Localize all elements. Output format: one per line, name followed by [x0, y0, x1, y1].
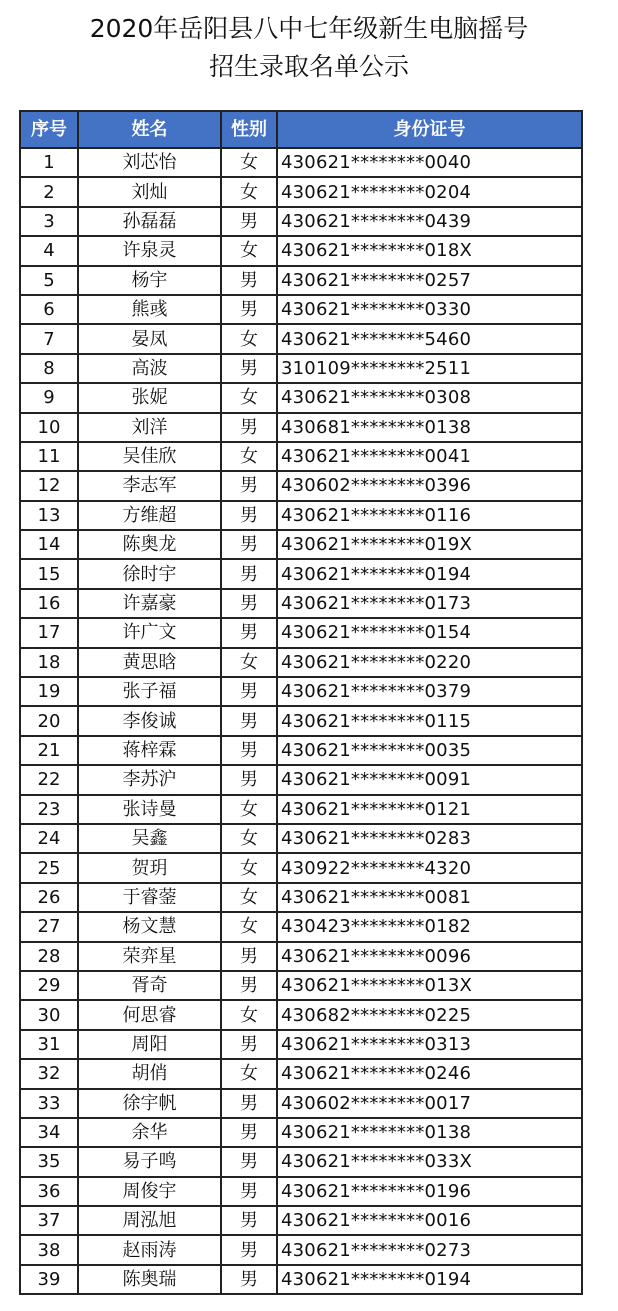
cell-name: 黄思晗 [78, 648, 221, 677]
cell-name: 张妮 [78, 383, 221, 412]
cell-name: 李俊诚 [78, 706, 221, 735]
cell-id-number: 310109********2511 [277, 354, 582, 383]
table-row [20, 589, 582, 618]
cell-gender: 男 [221, 736, 277, 765]
cell-name: 张子福 [78, 677, 221, 706]
cell-index: 14 [20, 530, 78, 559]
cell-id-number: 430621********0246 [277, 1059, 582, 1088]
cell-gender: 男 [221, 266, 277, 295]
cell-name: 周泓旭 [78, 1206, 221, 1235]
cell-name: 李志军 [78, 471, 221, 500]
cell-gender: 男 [221, 942, 277, 971]
cell-name: 刘芯怡 [78, 148, 221, 177]
cell-gender: 男 [221, 207, 277, 236]
table-row [20, 148, 582, 177]
cell-id-number: 430621********019X [277, 530, 582, 559]
cell-name: 蒋梓霖 [78, 736, 221, 765]
cell-gender: 女 [221, 1059, 277, 1088]
table-row [20, 236, 582, 265]
cell-gender: 男 [221, 559, 277, 588]
cell-id-number: 430621********0040 [277, 148, 582, 177]
cell-index: 11 [20, 442, 78, 471]
table-row [20, 413, 582, 442]
cell-index: 34 [20, 1118, 78, 1147]
cell-gender: 男 [221, 971, 277, 1000]
cell-gender: 女 [221, 912, 277, 941]
cell-name: 陈奥龙 [78, 530, 221, 559]
cell-name: 杨文慧 [78, 912, 221, 941]
table-row [20, 1118, 582, 1147]
table-row [20, 736, 582, 765]
cell-name: 杨宇 [78, 266, 221, 295]
cell-index: 22 [20, 765, 78, 794]
cell-index: 7 [20, 324, 78, 353]
cell-id-number: 430621********018X [277, 236, 582, 265]
cell-name: 熊彧 [78, 295, 221, 324]
cell-id-number: 430621********0121 [277, 795, 582, 824]
cell-name: 刘灿 [78, 177, 221, 206]
cell-index: 21 [20, 736, 78, 765]
table-row [20, 324, 582, 353]
cell-name: 方维超 [78, 501, 221, 530]
cell-index: 16 [20, 589, 78, 618]
cell-gender: 男 [221, 677, 277, 706]
admission-list-table [19, 110, 583, 1295]
cell-gender: 女 [221, 824, 277, 853]
cell-id-number: 430621********0041 [277, 442, 582, 471]
cell-id-number: 430621********0016 [277, 1206, 582, 1235]
table-row [20, 177, 582, 206]
cell-index: 37 [20, 1206, 78, 1235]
cell-name: 何思睿 [78, 1000, 221, 1029]
table-row [20, 883, 582, 912]
cell-gender: 男 [221, 1235, 277, 1264]
table-row [20, 383, 582, 412]
cell-index: 23 [20, 795, 78, 824]
cell-gender: 女 [221, 1000, 277, 1029]
cell-gender: 男 [221, 1089, 277, 1118]
table-row [20, 471, 582, 500]
cell-id-number: 430621********0194 [277, 559, 582, 588]
cell-gender: 女 [221, 177, 277, 206]
header-gender: 性别 [221, 111, 277, 148]
cell-name: 徐宇帆 [78, 1089, 221, 1118]
cell-id-number: 430621********0313 [277, 1030, 582, 1059]
cell-index: 8 [20, 354, 78, 383]
table-row [20, 1235, 582, 1264]
cell-index: 38 [20, 1235, 78, 1264]
cell-gender: 女 [221, 883, 277, 912]
cell-gender: 男 [221, 706, 277, 735]
cell-name: 李苏沪 [78, 765, 221, 794]
cell-name: 余华 [78, 1118, 221, 1147]
cell-gender: 女 [221, 795, 277, 824]
cell-id-number: 430621********0273 [277, 1235, 582, 1264]
table-row [20, 295, 582, 324]
cell-index: 10 [20, 413, 78, 442]
cell-gender: 男 [221, 1147, 277, 1176]
cell-index: 6 [20, 295, 78, 324]
table-row [20, 559, 582, 588]
cell-index: 26 [20, 883, 78, 912]
table-row [20, 1265, 582, 1294]
cell-index: 27 [20, 912, 78, 941]
cell-id-number: 430621********033X [277, 1147, 582, 1176]
table-row [20, 501, 582, 530]
cell-gender: 男 [221, 765, 277, 794]
table-row [20, 912, 582, 941]
cell-id-number: 430621********5460 [277, 324, 582, 353]
cell-id-number: 430621********0096 [277, 942, 582, 971]
cell-index: 32 [20, 1059, 78, 1088]
cell-index: 39 [20, 1265, 78, 1294]
cell-gender: 男 [221, 1206, 277, 1235]
cell-index: 36 [20, 1177, 78, 1206]
cell-gender: 男 [221, 530, 277, 559]
cell-index: 2 [20, 177, 78, 206]
table-row [20, 706, 582, 735]
cell-name: 徐时宇 [78, 559, 221, 588]
cell-gender: 男 [221, 618, 277, 647]
cell-index: 15 [20, 559, 78, 588]
cell-id-number: 430621********0308 [277, 383, 582, 412]
table-row [20, 1000, 582, 1029]
table-row [20, 207, 582, 236]
cell-index: 35 [20, 1147, 78, 1176]
cell-id-number: 430621********0220 [277, 648, 582, 677]
cell-index: 5 [20, 266, 78, 295]
table-row [20, 971, 582, 1000]
cell-id-number: 430621********0116 [277, 501, 582, 530]
table-row [20, 648, 582, 677]
cell-id-number: 430602********0396 [277, 471, 582, 500]
cell-gender: 女 [221, 148, 277, 177]
cell-index: 31 [20, 1030, 78, 1059]
cell-name: 周俊宇 [78, 1177, 221, 1206]
table-row [20, 1147, 582, 1176]
cell-id-number: 430621********0194 [277, 1265, 582, 1294]
cell-name: 孙磊磊 [78, 207, 221, 236]
table-row [20, 442, 582, 471]
cell-index: 17 [20, 618, 78, 647]
cell-id-number: 430621********0081 [277, 883, 582, 912]
table-body [20, 148, 582, 1294]
cell-gender: 女 [221, 324, 277, 353]
cell-index: 20 [20, 706, 78, 735]
cell-id-number: 430621********0091 [277, 765, 582, 794]
cell-name: 许广文 [78, 618, 221, 647]
cell-name: 易子鸣 [78, 1147, 221, 1176]
cell-gender: 男 [221, 589, 277, 618]
cell-id-number: 430423********0182 [277, 912, 582, 941]
cell-index: 28 [20, 942, 78, 971]
header-name: 姓名 [78, 111, 221, 148]
cell-gender: 女 [221, 648, 277, 677]
cell-gender: 女 [221, 442, 277, 471]
cell-id-number: 430621********0204 [277, 177, 582, 206]
cell-id-number: 430621********0138 [277, 1118, 582, 1147]
table-row [20, 266, 582, 295]
cell-id-number: 430621********0257 [277, 266, 582, 295]
cell-gender: 男 [221, 1177, 277, 1206]
cell-gender: 女 [221, 383, 277, 412]
cell-name: 周阳 [78, 1030, 221, 1059]
header-index: 序号 [20, 111, 78, 148]
table-row [20, 795, 582, 824]
cell-gender: 男 [221, 1265, 277, 1294]
cell-gender: 女 [221, 236, 277, 265]
cell-id-number: 430682********0225 [277, 1000, 582, 1029]
cell-name: 于睿蓥 [78, 883, 221, 912]
cell-gender: 男 [221, 354, 277, 383]
cell-id-number: 430621********0196 [277, 1177, 582, 1206]
cell-index: 4 [20, 236, 78, 265]
cell-gender: 男 [221, 1030, 277, 1059]
table-row [20, 618, 582, 647]
cell-name: 许嘉豪 [78, 589, 221, 618]
table-row [20, 1030, 582, 1059]
header-id-number: 身份证号 [277, 111, 582, 148]
cell-id-number: 430602********0017 [277, 1089, 582, 1118]
table-header-row [20, 111, 582, 148]
cell-gender: 男 [221, 1118, 277, 1147]
cell-gender: 男 [221, 413, 277, 442]
cell-name: 赵雨涛 [78, 1235, 221, 1264]
cell-index: 19 [20, 677, 78, 706]
cell-gender: 男 [221, 501, 277, 530]
cell-id-number: 430621********013X [277, 971, 582, 1000]
cell-gender: 男 [221, 295, 277, 324]
cell-id-number: 430621********0283 [277, 824, 582, 853]
table-row [20, 677, 582, 706]
cell-index: 30 [20, 1000, 78, 1029]
cell-id-number: 430621********0115 [277, 706, 582, 735]
cell-name: 张诗曼 [78, 795, 221, 824]
cell-index: 12 [20, 471, 78, 500]
cell-name: 吴佳欣 [78, 442, 221, 471]
cell-id-number: 430621********0035 [277, 736, 582, 765]
cell-index: 29 [20, 971, 78, 1000]
cell-id-number: 430681********0138 [277, 413, 582, 442]
cell-index: 9 [20, 383, 78, 412]
table-row [20, 354, 582, 383]
cell-index: 1 [20, 148, 78, 177]
cell-index: 25 [20, 853, 78, 882]
cell-name: 许泉灵 [78, 236, 221, 265]
table-row [20, 1089, 582, 1118]
cell-gender: 女 [221, 853, 277, 882]
cell-id-number: 430922********4320 [277, 853, 582, 882]
cell-index: 13 [20, 501, 78, 530]
cell-name: 贺玥 [78, 853, 221, 882]
cell-name: 胡俏 [78, 1059, 221, 1088]
cell-name: 胥奇 [78, 971, 221, 1000]
cell-index: 3 [20, 207, 78, 236]
table-row [20, 1059, 582, 1088]
cell-index: 33 [20, 1089, 78, 1118]
cell-name: 陈奥瑞 [78, 1265, 221, 1294]
table-row [20, 765, 582, 794]
table-row [20, 1206, 582, 1235]
cell-name: 荣弈星 [78, 942, 221, 971]
cell-gender: 男 [221, 471, 277, 500]
document-title-line-1: 2020年岳阳县八中七年级新生电脑摇号 [89, 14, 529, 43]
table-row [20, 530, 582, 559]
cell-index: 18 [20, 648, 78, 677]
table-row [20, 824, 582, 853]
cell-name: 高波 [78, 354, 221, 383]
cell-id-number: 430621********0379 [277, 677, 582, 706]
cell-id-number: 430621********0330 [277, 295, 582, 324]
cell-index: 24 [20, 824, 78, 853]
table-row [20, 853, 582, 882]
cell-name: 刘洋 [78, 413, 221, 442]
cell-name: 晏凤 [78, 324, 221, 353]
cell-name: 吴鑫 [78, 824, 221, 853]
table-row [20, 1177, 582, 1206]
cell-id-number: 430621********0154 [277, 618, 582, 647]
cell-id-number: 430621********0439 [277, 207, 582, 236]
table-row [20, 942, 582, 971]
document-title-line-2: 招生录取名单公示 [208, 52, 409, 81]
cell-id-number: 430621********0173 [277, 589, 582, 618]
